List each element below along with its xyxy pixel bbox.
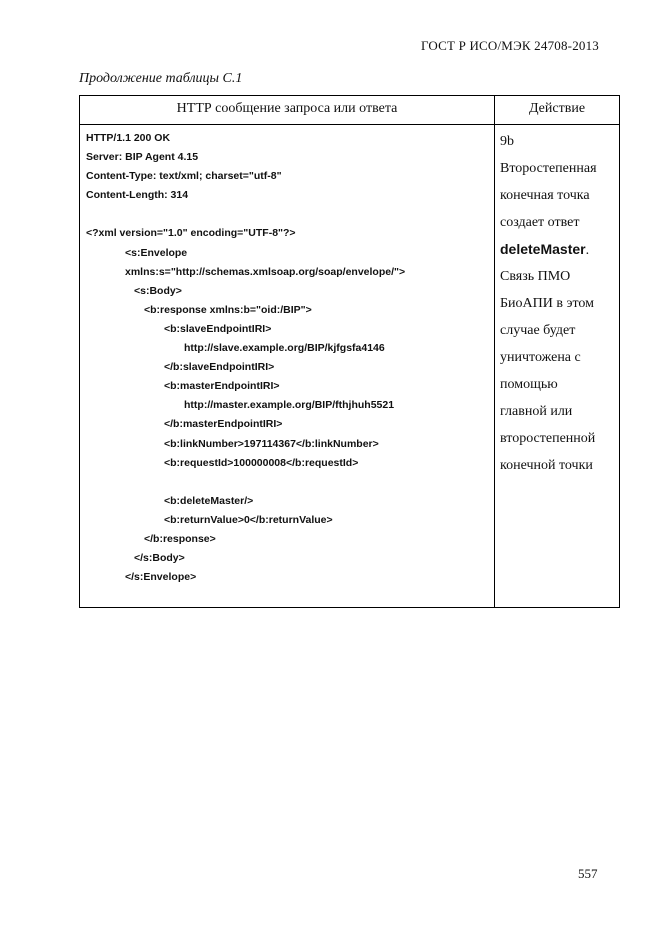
- code-line: HTTP/1.1 200 OK: [86, 132, 171, 144]
- table-row: [80, 125, 620, 608]
- code-line: Server: BIP Agent 4.15: [86, 151, 199, 164]
- operation-suffix: .: [585, 243, 590, 258]
- table-header-row: [80, 96, 620, 125]
- header-action: Действие: [495, 96, 620, 125]
- code-line: <s:Body>: [134, 284, 182, 297]
- code-line: <b:deleteMaster/>: [164, 494, 254, 507]
- action-text: случае будет: [500, 323, 576, 338]
- code-line: <b:returnValue>0</b:returnValue>: [164, 513, 333, 526]
- action-text: главной или: [500, 404, 573, 419]
- header-message: НТТР сообщение запроса или ответа: [80, 96, 495, 125]
- code-line: </s:Envelope>: [125, 571, 197, 584]
- action-text: второстепенной: [500, 431, 596, 446]
- code-line: <s:Envelope: [125, 246, 188, 259]
- action-text: конечная точка: [500, 188, 590, 203]
- code-line: </b:masterEndpointIRI>: [164, 418, 283, 431]
- code-line: Content-Length: 314: [86, 189, 189, 202]
- table-caption: Продолжение таблицы С.1: [79, 71, 243, 86]
- code-line: <b:linkNumber>197114367</b:linkNumber>: [164, 437, 379, 450]
- code-line: <b:requestId>100000008</b:requestId>: [164, 456, 359, 469]
- action-operation: [500, 236, 615, 263]
- message-table: [79, 95, 620, 608]
- action-text: БиоАПИ в этом: [500, 296, 595, 311]
- code-line: xmlns:s="http://schemas.xmlsoap.org/soap/envelope/">: [125, 265, 406, 278]
- operation-name: deleteMaster: [500, 241, 586, 257]
- code-line: <?xml version="1.0" encoding="UTF-8"?>: [86, 227, 296, 240]
- action-text: Второстепенная: [500, 161, 597, 176]
- code-line: [86, 205, 494, 224]
- code-line: [86, 473, 494, 492]
- action-text: создает ответ: [500, 215, 580, 230]
- code-line: <b:response xmlns:b="oid:/BIP">: [144, 303, 312, 316]
- document-header: ГОСТ Р ИСО/МЭК 24708-2013: [420, 38, 599, 53]
- action-text: помощью: [500, 377, 558, 392]
- action-text: Связь ПМО: [500, 269, 571, 284]
- code-line: <b:masterEndpointIRI>: [164, 380, 280, 393]
- http-message-cell: [80, 125, 495, 608]
- action-cell: [495, 125, 620, 608]
- action-step: 9b: [500, 134, 514, 149]
- action-text: уничтожена с: [500, 350, 581, 365]
- code-line: </b:slaveEndpointIRI>: [164, 361, 275, 374]
- code-line: </b:response>: [144, 532, 216, 545]
- code-line: http://slave.example.org/BIP/kjfgsfa4146: [184, 342, 385, 355]
- code-line: </s:Body>: [134, 552, 185, 565]
- code-line: http://master.example.org/BIP/fthjhuh5521: [184, 399, 395, 412]
- page-number: 557: [578, 866, 598, 881]
- code-line: <b:slaveEndpointIRI>: [164, 322, 272, 335]
- code-line: Content-Type: text/xml; charset="utf-8": [86, 170, 282, 183]
- action-text: конечной точки: [500, 458, 593, 473]
